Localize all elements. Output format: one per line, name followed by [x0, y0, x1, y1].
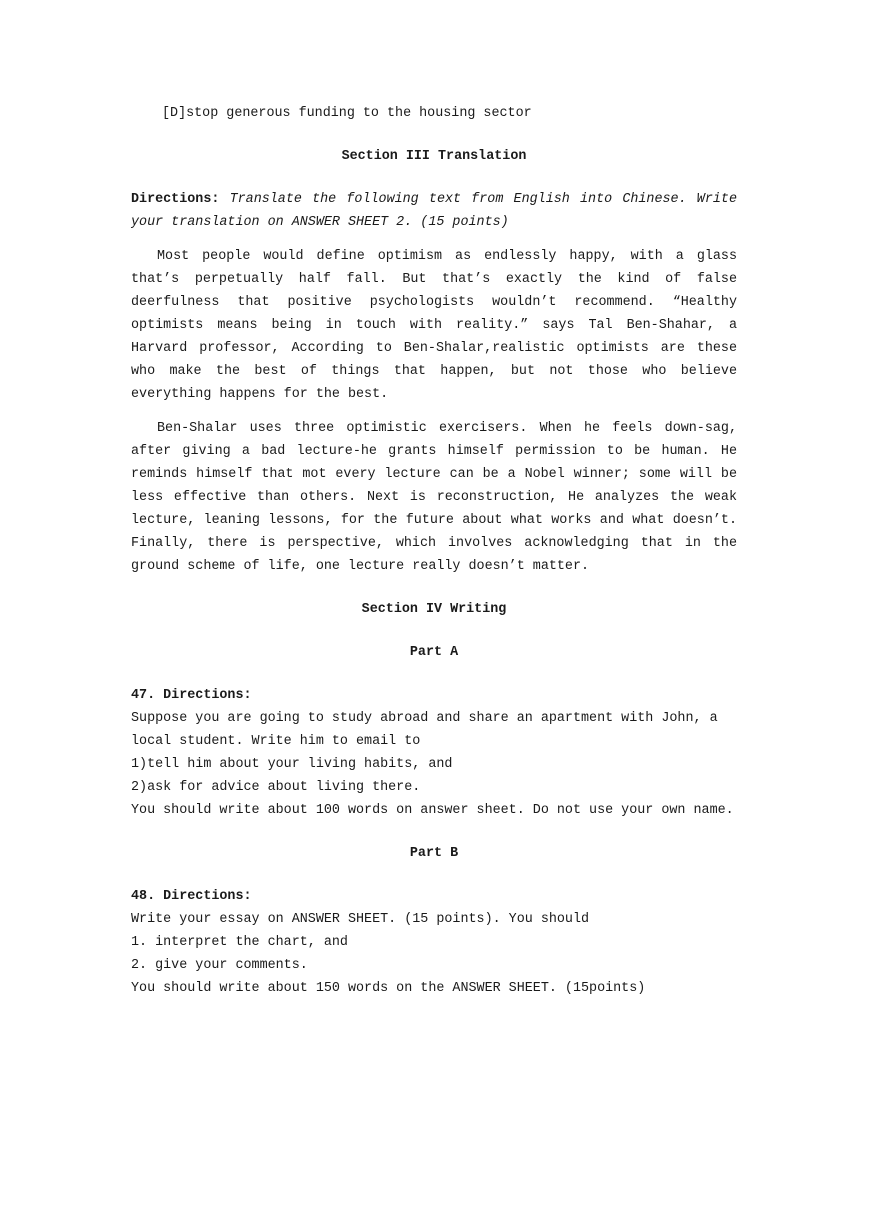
directions-instructions: Translate the following text from English into Chinese. Write your translation on ANSWER SHEET 2. (15 points) [131, 192, 737, 230]
task-48-line: Write your essay on ANSWER SHEET. (15 points). You should [131, 912, 590, 927]
part-a-heading: Part A [409, 645, 459, 660]
part-b-heading: Part B [409, 846, 459, 861]
section-iv-heading: Section IV Writing [361, 602, 507, 617]
section-iii-directions [131, 188, 737, 234]
translation-paragraph-2: Ben-Shalar uses three optimistic exercisers. When he feels down-sag, after giving a bad lecture-he grants himself permission to be human. He reminds himself that mot every lecture can be a Nobel winner; some will be less effective than others. Next is reconstruction, He analyzes the weak lecture, leaning lessons, for the future about what works and what doesn’t. Finally, there is perspective, which involves acknowledging that in the ground scheme of life, one lecture really doesn’t matter. [131, 421, 737, 574]
exam-page [131, 102, 737, 1000]
translation-paragraph-1: Most people would define optimism as endlessly happy, with a glass that’s perpetually half fall. But that’s exactly the kind of false deerfulness that positive psychologists wouldn’t recommend. “Healthy optimists means being in touch with reality.” says Tal Ben-Shahar, a Harvard professor, According to Ben-Shalar,realistic optimists are these who make the best of things that happen, but not those who believe everything happens for the best. [131, 249, 737, 402]
directions-label: Directions: [131, 192, 220, 207]
task-48-line: 2. give your comments. [131, 958, 308, 973]
section-iii-heading: Section III Translation [341, 149, 527, 164]
task-47-label: 47. Directions: [131, 688, 252, 703]
task-47-line: Suppose you are going to study abroad and share an apartment with John, a local student. Write him to email to [131, 711, 718, 749]
answer-option-d: [D]stop generous funding to the housing sector [162, 106, 532, 121]
task-48-line: You should write about 150 words on the ANSWER SHEET. (15points) [131, 981, 646, 996]
task-48-line: 1. interpret the chart, and [131, 935, 348, 950]
task-47-line: You should write about 100 words on answer sheet. Do not use your own name. [131, 803, 734, 818]
task-47-line: 1)tell him about your living habits, and [131, 757, 453, 772]
task-47-line: 2)ask for advice about living there. [131, 780, 421, 795]
task-48-label: 48. Directions: [131, 889, 252, 904]
